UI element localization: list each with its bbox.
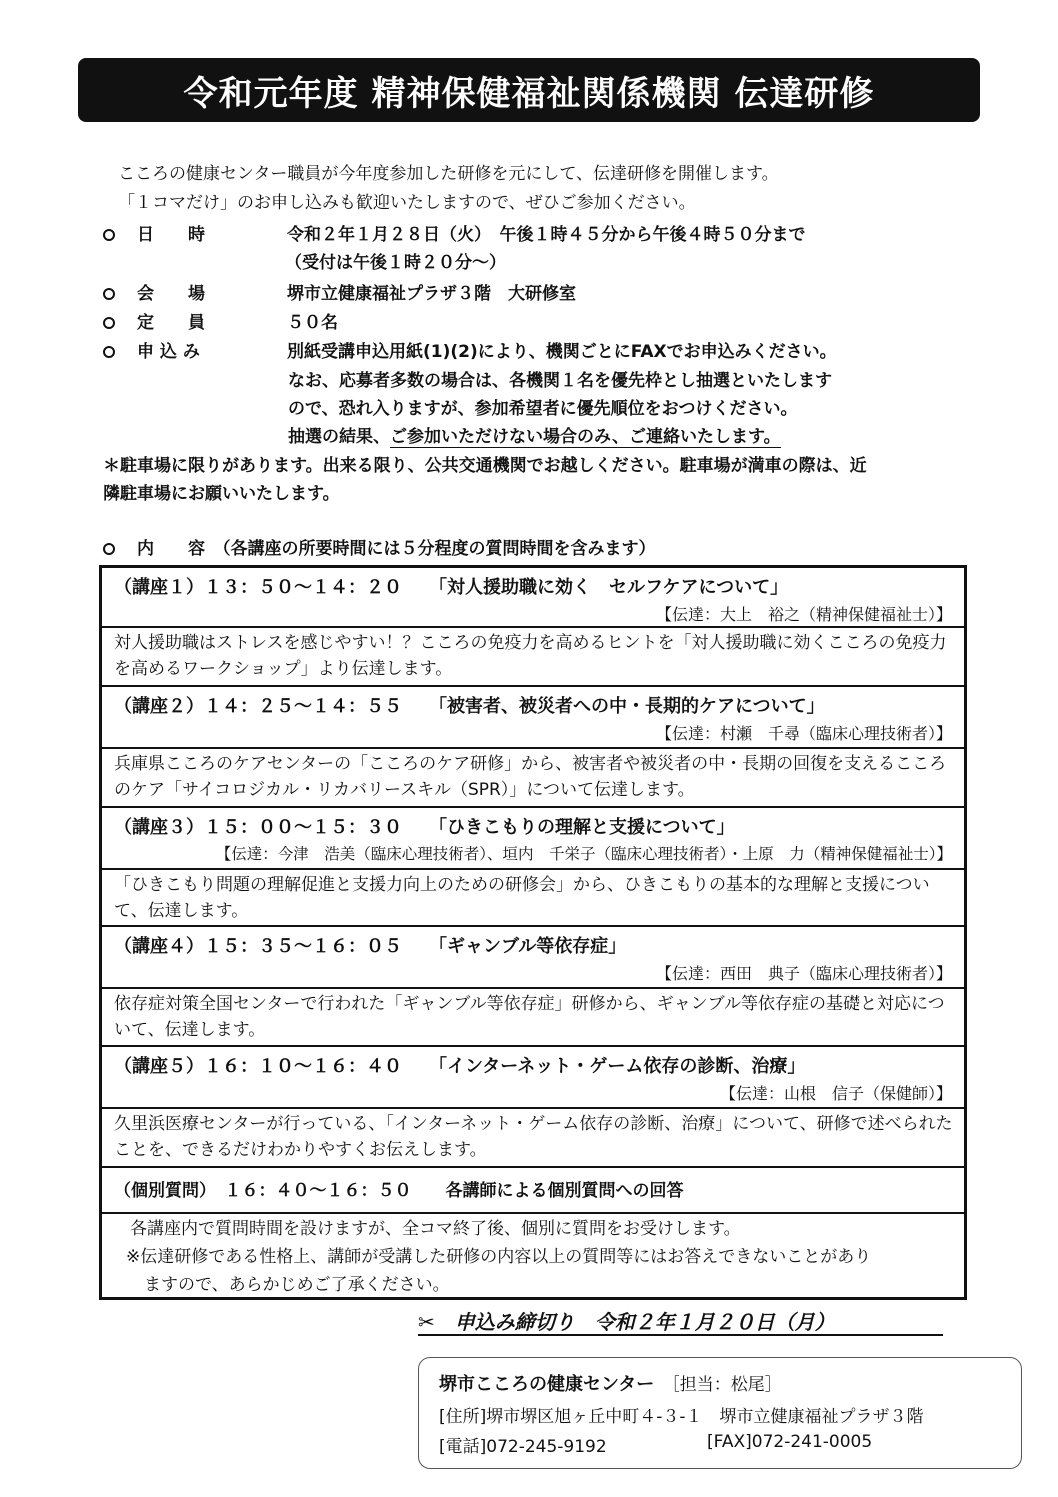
apply-line-1: 別紙受講申込用紙(1)(2)により、機関ごとにFAXでお申込みください。	[287, 342, 837, 362]
parking-line-1: ＊駐車場に限りがあります。出来る限り、公共交通機関でお越しください。駐車場が満車の際は、近	[103, 456, 867, 476]
lecture-desc: 依存症対策全国センターで行われた「ギャンブル等依存症」研修から、ギャンブル等依存症の基礎と対応について、伝達します。	[114, 994, 945, 1040]
content-label: 内 容 （各講座の所要時間には５分程度の質問時間を含みます）	[137, 539, 656, 559]
parking-line-2: 隣駐車場にお願いいたします。	[103, 484, 340, 504]
lecture-desc: 対人援助職はストレスを感じやすい！？こころの免疫力を高めるヒントを「対人援助職に効くこころの免疫力を高めるワークショップ」より伝達します。	[114, 633, 947, 679]
qa-section	[102, 1166, 964, 1299]
qa-line-2: ※伝達研修である性格上、講師が受講した研修の内容以上の質問等にはお答えできないことがあり	[126, 1247, 872, 1267]
date-note: （受付は午後１時２０分～）	[285, 253, 506, 273]
bullet-icon	[103, 543, 115, 555]
lecture-lecturer: 【伝達：今津 浩美（臨床心理技術者）、垣内 千栄子（臨床心理技術者）・上原 力（精神保健福祉士）】	[215, 845, 952, 863]
lecture-head: （講座３）１５：００～１５：３０ 「ひきこもりの理解と支援について」	[114, 817, 735, 838]
lecture-4	[102, 925, 964, 1047]
capacity-row	[103, 312, 338, 334]
bullet-icon	[103, 229, 115, 241]
lecture-head: （講座５）１６：１０～１６：４０ 「インターネット・ゲーム依存の診断、治療」	[114, 1056, 806, 1077]
contact-tel: [電話]072-245-9192	[439, 1437, 607, 1457]
qa-line-3: ますので、あらかじめご了承ください。	[144, 1275, 450, 1295]
qa-desc-box	[102, 1212, 964, 1295]
lecture-3	[102, 806, 964, 928]
lecture-desc-box	[102, 626, 964, 679]
lecture-desc: 兵庫県こころのケアセンターの「こころのケア研修」から、被害者や被災者の中・長期の回復を支えるこころのケア「サイコロジカル・リカバリースキル（SPR）」について伝達します。	[114, 754, 947, 800]
apply-line-3: ので、恐れ入りますが、参加希望者に優先順位をおつけください。	[288, 399, 798, 419]
content-row	[103, 538, 656, 560]
deadline: ✂ 申込み締切り 令和２年１月２０日（月）	[418, 1306, 943, 1336]
lecture-desc: 久里浜医療センターが行っている、「インターネット・ゲーム依存の診断、治療」について、研修で述べられたことを、できるだけわかりやすくお伝えします。	[114, 1114, 953, 1160]
venue-value: 堺市立健康福祉プラザ３階 大研修室	[287, 284, 576, 304]
lecture-lecturer: 【伝達：西田 典子（臨床心理技術者）】	[655, 964, 952, 983]
contact-box	[418, 1357, 1022, 1469]
lecture-lecturer: 【伝達：山根 信子（保健師）】	[719, 1084, 952, 1103]
bullet-icon	[103, 288, 115, 300]
lecture-table	[99, 565, 967, 1300]
venue-label: 会 場	[137, 284, 205, 304]
contact-address: [住所]堺市堺区旭ヶ丘中町４-３-１ 堺市立健康福祉プラザ３階	[439, 1407, 924, 1427]
lecture-lecturer: 【伝達：村瀬 千尋（臨床心理技術者）】	[655, 724, 952, 743]
apply-line-4a: 抽選の結果、	[288, 427, 390, 447]
date-row	[103, 224, 806, 246]
lecture-desc-box	[102, 747, 964, 800]
lecture-lecturer: 【伝達：大上 裕之（精神保健福祉士）】	[655, 605, 952, 624]
contact-person: ［担当：松尾］	[671, 1375, 782, 1395]
capacity-label: 定 員	[137, 313, 205, 333]
intro-line-1: こころの健康センター職員が今年度参加した研修を元にして、伝達研修を開催します。	[118, 164, 779, 184]
lecture-desc-box	[102, 868, 964, 921]
date-value: 令和２年１月２８日（火） 午後１時４５分から午後４時５０分まで	[287, 225, 806, 245]
contact-fax: [FAX]072-241-0005	[707, 1432, 873, 1452]
lecture-head: （講座４）１５：３５～１６：０５ 「ギャンブル等依存症」	[114, 936, 627, 957]
apply-line-4	[288, 426, 781, 448]
lecture-1	[102, 568, 964, 688]
lecture-head: （講座１）１３：５０～１４：２０ 「対人援助職に効く セルフケアについて」	[114, 577, 789, 598]
date-label: 日 時	[137, 225, 205, 245]
apply-row	[103, 341, 837, 363]
bullet-icon	[103, 346, 115, 358]
venue-row	[103, 283, 576, 305]
qa-line-1: 各講座内で質問時間を設けますが、全コマ終了後、個別に質問をお受けします。	[130, 1219, 741, 1239]
bullet-icon	[103, 317, 115, 329]
apply-label: 申 込 み	[137, 342, 200, 362]
qa-head: （個別質問） １６：４０～１６：５０ 各講師による個別質問への回答	[114, 1181, 684, 1201]
lecture-5	[102, 1045, 964, 1167]
contact-org: 堺市こころの健康センター	[439, 1374, 655, 1395]
capacity-value: ５０名	[287, 313, 338, 333]
lecture-desc-box	[102, 987, 964, 1040]
apply-line-4b: ご参加いただけない場合のみ、ご連絡いたします。	[390, 427, 781, 447]
contact-org-row	[439, 1370, 782, 1396]
lecture-2	[102, 685, 964, 807]
lecture-desc-box	[102, 1107, 964, 1160]
lecture-desc: 「ひきこもり問題の理解促進と支援力向上のための研修会」から、ひきこもりの基本的な理解と支援について、伝達します。	[114, 875, 930, 921]
page-title: 令和元年度 精神保健福祉関係機関 伝達研修	[78, 58, 980, 122]
intro-line-2: 「１コマだけ」のお申し込みも歓迎いたしますので、ぜひご参加ください。	[118, 193, 696, 213]
apply-line-2: なお、応募者多数の場合は、各機関１名を優先枠とし抽選といたします	[288, 371, 832, 391]
lecture-head: （講座２）１４：２５～１４：５５ 「被害者、被災者への中・長期的ケアについて」	[114, 696, 825, 717]
